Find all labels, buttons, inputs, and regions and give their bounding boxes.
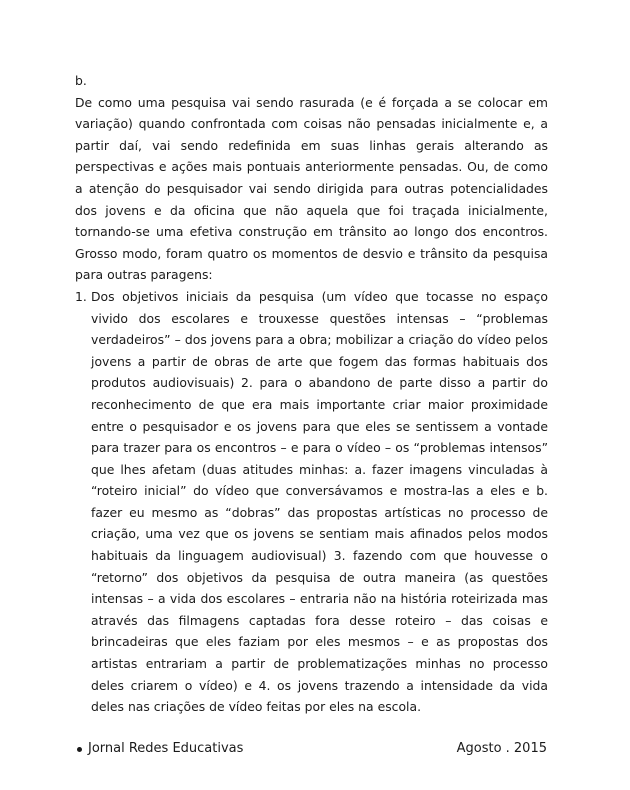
numbered-list bbox=[75, 286, 548, 718]
list-item bbox=[75, 286, 548, 718]
page-footer bbox=[75, 740, 547, 758]
list-item-text: Dos objetivos iniciais da pesquisa (um vídeo que tocasse no espaço vivido dos escolares e trouxesse questões intensas – “problemas verdadeiros” – dos jovens para a obra; mobilizar a criação do vídeo pelos jovens a partir de obras de arte que fogem das formas habituais dos produtos audiovisuais) 2. para o abandono de parte disso a partir do reconhecimento de que era mais importante criar maior proximidade entre o pesquisador e os jovens para que eles se sentissem a vontade para trazer para os encontros – e para o vídeo – os “problemas intensos” que lhes afetam (duas atitudes minhas: a. fazer imagens vinculadas à “roteiro inicial” do vídeo que conversávamos e mostra-las a eles e b. fazer eu mesmo as “dobras” das propostas artísticas no processo de criação, uma vez que os jovens se sentiam mais afinados pelos modos habituais da linguagem audiovisual) 3. fazendo com que houvesse o “retorno” dos objetivos da pesquisa de outra maneira (as questões intensas – a vida dos escolares – entraria não na história roteirizada mas através das filmagens captadas fora desse roteiro – das coisas e brincadeiras que eles faziam por eles mesmos – e as propostas dos artistas entrariam a partir de problematizações minhas no processo deles criarem o vídeo) e 4. os jovens trazendo a intensidade da vida deles nas criações de vídeo feitas por eles na escola. bbox=[91, 288, 548, 715]
footer-date: Agosto . 2015 bbox=[456, 741, 547, 756]
journal-name: Jornal Redes Educativas bbox=[88, 741, 244, 756]
bullet-icon bbox=[77, 747, 82, 752]
section-label: b. bbox=[75, 73, 87, 88]
footer-left bbox=[75, 740, 243, 758]
list-item-number: 1. bbox=[75, 288, 87, 304]
intro-paragraph: De como uma pesquisa vai sendo rasurada (e é forçada a se colocar em variação) quando confrontada com coisas não pensadas inicialmente e, a partir daí, vai sendo redefinida em suas linhas gerais alterando as perspectivas e ações mais pontuais anteriormente pensadas. Ou, de como a atenção do pesquisador vai sendo dirigida para outras potencialidades dos jovens e da oficina que não aquela que foi traçada inicialmente, tornando-se uma efetiva construção em trânsito ao longo dos encontros. Grosso modo, foram quatro os momentos de desvio e trânsito da pesquisa para outras paragens: bbox=[75, 94, 548, 283]
document-body bbox=[75, 70, 548, 718]
